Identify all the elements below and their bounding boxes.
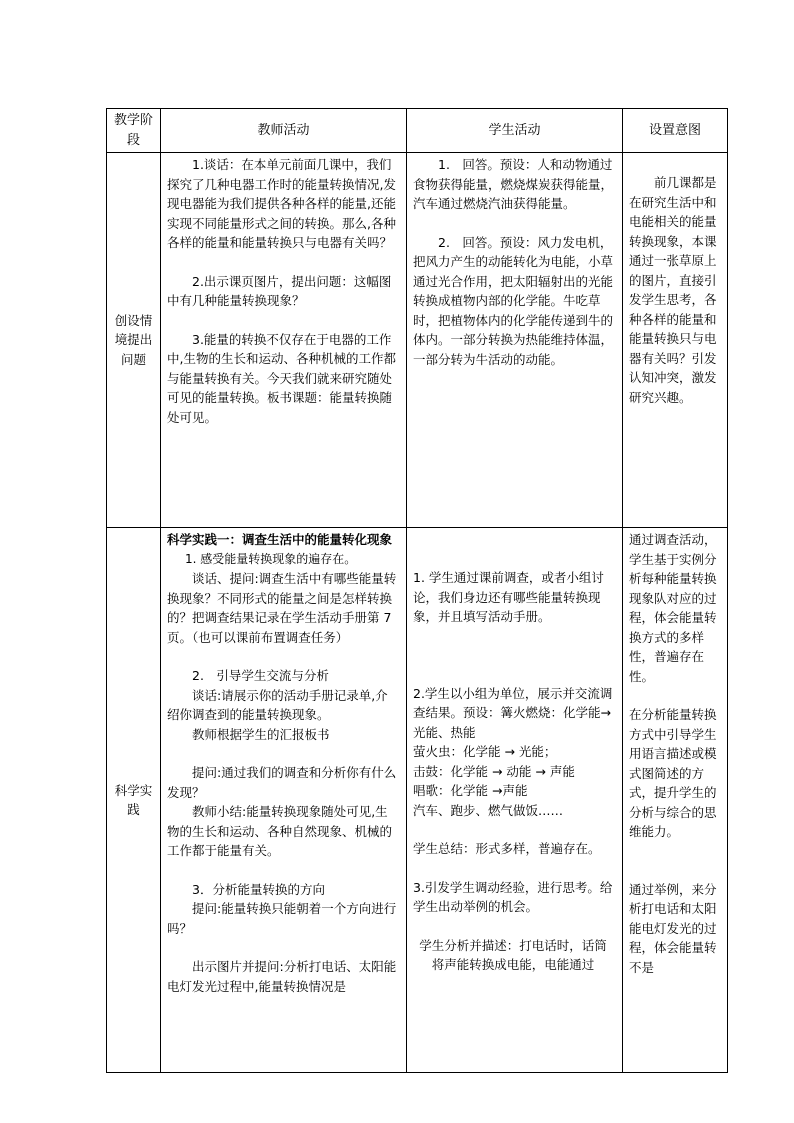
section-heading: 1. 感受能量转换现象的遍存在。 [185,551,357,566]
practice-title: 科学实践一：调查生活中的能量转化现象 [167,532,393,547]
student-paragraph: 学生分析并描述：打电话时，话筒将声能转换成电能，电能通过 [419,937,607,972]
student-paragraph: 唱歌：化学能 →声能 [413,783,528,798]
teacher-paragraph: 教师小结:能量转换现象随处可见,生物的生长和运动、各种自然现象、机械的工作都于能量有关。 [167,804,393,858]
student-activity-cell [407,153,623,528]
student-paragraph: 萤火虫：化学能 → 光能； [413,744,557,759]
intent-paragraph: 前几课都是在研究生活中和电能相关的能量转换现象，本课通过一张草原上的图片，直接引发学生思考，各种各样的能量和能量转换只与电器有关吗？引发认知冲突，激发研究兴趣。 [629,175,717,405]
header-stage: 教学阶段 [107,109,161,153]
student-paragraph: 汽车、跑步、燃气做饭…… [413,802,564,818]
design-intent-cell [623,528,728,1073]
stage-cell: 科学实践 [107,528,161,1073]
header-design-intent: 设置意图 [623,109,728,153]
section-heading: 3．分析能量转换的方向 [192,881,325,897]
student-paragraph: 3.引发学生调动经验，进行思考。给学生出动举例的机会。 [413,879,613,914]
student-paragraph: 1. 学生通过课前调查，或者小组讨论，我们身边还有哪些能量转换现象，并且填写活动手册。 [413,570,604,624]
teacher-activity-cell [161,153,407,528]
intent-paragraph: 通过举例，来分析打电话和太阳能电灯发光的过程，体会能量转不是 [629,881,717,975]
design-intent-cell [623,153,728,528]
teacher-paragraph: 出示图片并提问:分析打电话、太阳能电灯发光过程中,能量转换情况是 [167,959,397,994]
student-paragraph: 学生总结：形式多样，普遍存在。 [413,841,601,856]
teacher-paragraph: 提问:通过我们的调查和分析你有什么发现？ [167,765,397,800]
lesson-plan-table [106,108,728,1073]
student-paragraph: 2.学生以小组为单位，展示并交流调查结果。预设：篝火燃烧：化学能→光能、热能 [413,685,613,740]
intent-paragraph: 通过调查活动，学生基于实例分析每种能量转换现象队对应的过程，体会能量转换方式的多样性，普遍存在性。 [629,532,717,684]
teacher-paragraph: 1.谈话：在本单元前面几课中，我们探究了几种电器工作时的能量转换情况,发现电器能为我们提供各种各样的能量,还能实现不同能量形式之间的转换。那么,各种各样的能量和能量转换只与电器有关吗？ [167,157,396,250]
table-row [107,528,728,1073]
section-heading: 2. 引导学生交流与分析 [192,668,329,683]
header-student-activity: 学生活动 [407,109,623,153]
teacher-paragraph: 谈话、提问:调查生活中有哪些能量转换现象？不同形式的能量之间是怎样转换的？把调查结果记录在学生活动手册第 7 页。（也可以课前布置调查任务） [167,571,397,645]
teacher-paragraph: 教师根据学生的汇报板书 [192,726,330,742]
header-teacher-activity: 教师活动 [161,109,407,153]
student-activity-cell [407,528,623,1073]
teacher-paragraph: 3.能量的转换不仅存在于电器的工作中,生物的生长和运动、各种机械的工作都与能量转换有关。今天我们就来研究随处可见的能量转换。板书课题：能量转换随处可见。 [167,331,396,425]
intent-paragraph: 在分析能量转换方式中引导学生用语言描述或模式图简述的方式，提升学生的分析与综合的思维能力。 [629,707,717,839]
teacher-paragraph: 谈话:请展示你的活动手册记录单,介绍你调查到的能量转换现象。 [167,687,388,722]
table-row [107,153,728,528]
student-paragraph: 2. 回答。预设：风力发电机，把风力产生的动能转化为电能，小草通过光合作用，把太阳辐射出的光能转换成植物内部的化学能。牛吃草时，把植物体内的化学能传递到牛的体内。一部分转换为热能维持体温，一部分转为牛活动的动能。 [413,234,614,367]
teacher-paragraph: 提问:能量转换只能朝着一个方向进行吗？ [167,901,397,936]
teacher-paragraph: 2.出示课页图片，提出问题：这幅图中有几种能量转换现象？ [167,273,392,308]
student-paragraph: 1. 回答。预设：人和动物通过食物获得能量，燃烧煤炭获得能量，汽车通过燃烧汽油获得能量。 [413,157,614,211]
student-paragraph: 击鼓：化学能 → 动能 → 声能 [413,763,575,779]
teacher-activity-cell [161,528,407,1073]
stage-cell: 创设情境提出问题 [107,153,161,528]
header-row [107,109,728,153]
